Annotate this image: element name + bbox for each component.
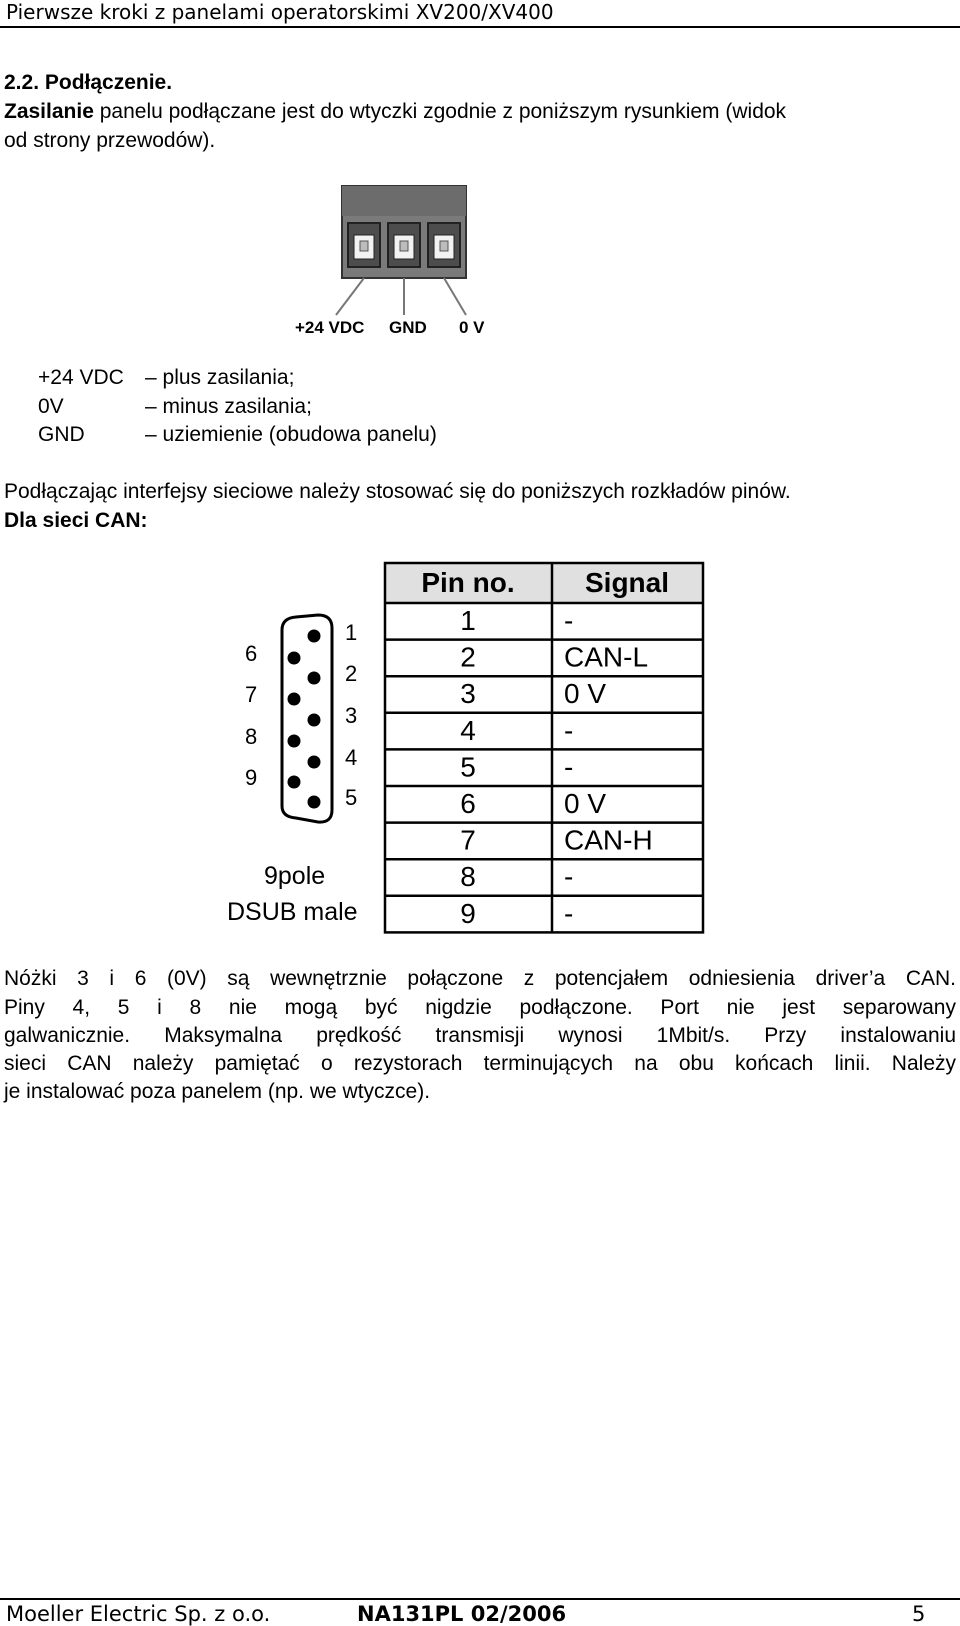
running-header: Pierwsze kroki z panelami operatorskimi XV200/XV400 bbox=[6, 0, 554, 24]
pin-table-signal-3: 0 V bbox=[564, 678, 607, 710]
footer-doc-id: NA131PL 02/2006 bbox=[357, 1602, 567, 1626]
dsub-label-6: 6 bbox=[245, 641, 258, 666]
legend-desc-1: – plus zasilania; bbox=[145, 366, 295, 389]
note-line-5: je instalować poza panelem (np. we wtyczce). bbox=[4, 1080, 431, 1103]
dsub-label-2: 2 bbox=[345, 661, 358, 686]
pin-table-pin-1: 1 bbox=[460, 605, 476, 636]
dsub-pin-3 bbox=[308, 714, 321, 727]
can-heading: Dla sieci CAN: bbox=[4, 509, 148, 532]
pin-table-pin-5: 5 bbox=[460, 751, 476, 783]
pin-table-pin-8: 8 bbox=[460, 861, 476, 893]
connector-label-gnd: GND bbox=[389, 318, 427, 337]
pin-table-pin-9: 9 bbox=[460, 897, 476, 929]
legend-term-3: GND bbox=[38, 423, 85, 446]
dsub-label-5: 5 bbox=[345, 785, 358, 810]
pin-table-signal-4: - bbox=[564, 714, 574, 746]
intro-line-2: od strony przewodów). bbox=[4, 129, 216, 152]
pin-table-pin-2: 2 bbox=[460, 641, 476, 673]
pin-table bbox=[384, 562, 704, 934]
lead-line-24vdc bbox=[336, 278, 364, 315]
pin-table-signal-8: - bbox=[564, 861, 574, 893]
legend-desc-3: – uziemienie (obudowa panelu) bbox=[145, 423, 437, 446]
footer-rule bbox=[0, 1598, 960, 1600]
dsub-pin-7 bbox=[288, 693, 301, 706]
dsub-pin-5 bbox=[308, 796, 321, 809]
section-heading: 2.2. Podłączenie. bbox=[4, 71, 173, 94]
pin-table-pin-6: 6 bbox=[460, 788, 476, 819]
pin-table-signal-2: CAN-L bbox=[564, 641, 649, 673]
note-line-2: Piny 4, 5 i 8 nie mogą być nigdzie podłączone. Port nie jest separowany bbox=[4, 996, 956, 1019]
pin-table-signal-6: 0 V bbox=[564, 788, 607, 819]
pin-table-header-signal: Signal bbox=[584, 567, 670, 598]
footer-page-number: 5 bbox=[912, 1602, 926, 1626]
connector-top-band bbox=[342, 186, 466, 216]
note-line-1: Nóżki 3 i 6 (0V) są wewnętrznie połączone z potencjałem odniesienia driver’a CAN. bbox=[4, 967, 956, 990]
terminal-2 bbox=[388, 223, 420, 267]
dsub-pin-1 bbox=[308, 630, 321, 643]
header-rule bbox=[0, 26, 960, 28]
connector-label-0v: 0 V bbox=[459, 318, 485, 337]
dsub-pin-6 bbox=[288, 652, 301, 665]
intro-bold-word: Zasilanie bbox=[4, 100, 94, 123]
terminal-1 bbox=[348, 223, 380, 267]
dsub-connector-diagram bbox=[262, 612, 342, 827]
pin-table-signal-1: - bbox=[564, 605, 574, 636]
dsub-pin-9 bbox=[288, 776, 301, 789]
pin-table-pin-7: 7 bbox=[460, 824, 476, 856]
dsub-label-8: 8 bbox=[245, 724, 258, 749]
dsub-pin-2 bbox=[308, 672, 321, 685]
pin-table-signal-5: - bbox=[564, 751, 574, 783]
note-line-3: galwanicznie. Maksymalna prędkość transmisji wynosi 1Mbit/s. Przy instalowaniu bbox=[4, 1024, 956, 1047]
dsub-caption-2: DSUB male bbox=[227, 898, 358, 926]
pin-table-signal-9: - bbox=[564, 897, 574, 929]
dsub-label-3: 3 bbox=[345, 703, 358, 728]
dsub-pin-4 bbox=[308, 756, 321, 769]
dsub-label-1: 1 bbox=[345, 620, 358, 645]
dsub-label-7: 7 bbox=[245, 682, 258, 707]
legend-term-1: +24 VDC bbox=[38, 366, 124, 389]
legend-term-2: 0V bbox=[38, 395, 64, 418]
interfaces-text: Podłączając interfejsy sieciowe należy stosować się do poniższych rozkładów pinów. bbox=[4, 480, 791, 503]
dsub-caption-1: 9pole bbox=[264, 862, 326, 890]
intro-line-1 bbox=[4, 97, 786, 126]
note-line-4: sieci CAN należy pamiętać o rezystorach terminujących na obu końcach linii. Należy bbox=[4, 1052, 956, 1075]
legend-desc-2: – minus zasilania; bbox=[145, 395, 312, 418]
dsub-pin-8 bbox=[288, 735, 301, 748]
pin-table-pin-3: 3 bbox=[460, 678, 476, 710]
connector-label-24vdc: +24 VDC bbox=[295, 318, 365, 337]
terminal-3 bbox=[428, 223, 460, 267]
dsub-label-4: 4 bbox=[345, 745, 358, 770]
pin-table-pin-4: 4 bbox=[460, 714, 476, 746]
footer-company: Moeller Electric Sp. z o.o. bbox=[6, 1602, 271, 1626]
intro-rest: panelu podłączane jest do wtyczki zgodnie z poniższym rysunkiem (widok bbox=[93, 100, 787, 123]
dsub-label-9: 9 bbox=[245, 765, 258, 790]
dsub-shell bbox=[282, 615, 332, 822]
pin-table-signal-7: CAN-H bbox=[564, 824, 653, 856]
pin-table-border bbox=[385, 563, 703, 932]
lead-line-0v bbox=[444, 278, 466, 315]
pin-table-header-pin: Pin no. bbox=[421, 567, 515, 598]
